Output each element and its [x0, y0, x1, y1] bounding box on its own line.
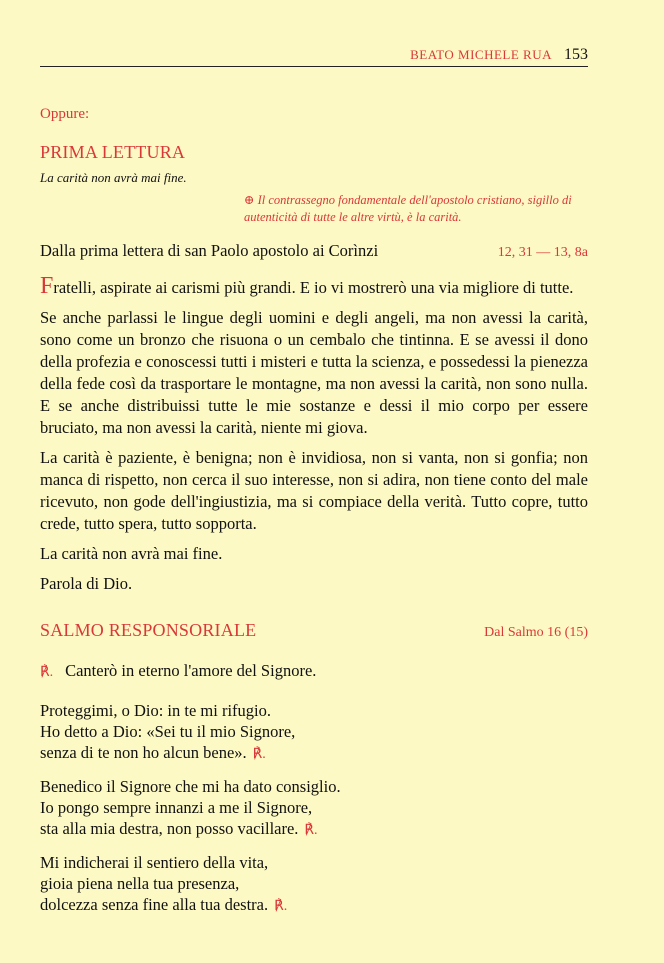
reading-paragraph: La carità non avrà mai fine.	[40, 544, 223, 563]
intro-note	[244, 192, 594, 226]
psalm-line: Benedico il Signore che mi ha dato consiglio.	[40, 777, 341, 796]
salmo-header	[40, 620, 588, 641]
psalm-line: Mi indicherai il sentiero della vita,	[40, 853, 269, 872]
salmo-title: SALMO RESPONSORIALE	[40, 620, 257, 640]
psalm-line: gioia piena nella tua presenza,	[40, 874, 240, 893]
psalm-line: dolcezza senza fine alla tua destra. ℟.	[40, 895, 288, 914]
running-header	[40, 46, 588, 67]
psalm-line: Ho detto a Dio: «Sei tu il mio Signore,	[40, 722, 296, 741]
psalm-refrain	[40, 660, 600, 683]
reading-source-line	[40, 241, 588, 261]
reading-text	[40, 273, 588, 603]
psalm-line: Proteggimi, o Dio: in te mi rifugio.	[40, 701, 271, 720]
response-symbol: ℟.	[252, 747, 266, 762]
reading-paragraph: La carità è paziente, è benigna; non è invidiosa, non si vanta, non si gonfia; non manca di rispetto, non cerca il suo interesse, non si adira, non tiene conto del male ricevuto, non gode dell'ingiustizia, ma si compiace della verità. Tutto copre, tutto crede, tutto spera, tutto sopporta.	[40, 448, 588, 533]
reading-paragraph: Parola di Dio.	[40, 574, 133, 593]
response-symbol: ℟.	[40, 665, 54, 680]
page-number: 153	[564, 46, 588, 63]
psalm-line: senza di te non ho alcun bene». ℟.	[40, 743, 266, 762]
prima-lettura-subtitle: La carità non avrà mai fine.	[40, 170, 187, 185]
running-title: BEATO MICHELE RUA	[410, 47, 552, 62]
prima-lettura-title: PRIMA LETTURA	[40, 142, 186, 162]
reading-reference: 12, 31 — 13, 8a	[497, 245, 588, 260]
response-symbol: ℟.	[304, 823, 318, 838]
reading-source: Dalla prima lettera di san Paolo apostolo ai Corìnzi	[40, 241, 379, 260]
psalm-line: sta alla mia destra, non posso vacillare. ℟.	[40, 819, 318, 838]
response-symbol: ℟.	[274, 899, 288, 914]
refrain-text: Canterò in eterno l'amore del Signore.	[65, 661, 317, 680]
reading-paragraph: Se anche parlassi le lingue degli uomini e degli angeli, ma non avessi la carità, sono come un bronzo che risuona o un cembalo che tintinna. E se avessi il dono della profezia e conoscessi tutti i misteri e tutta la scienza, e possedessi la pienezza della fede così da trasportare le montagne, ma non avessi la carità, non sono nulla. E se anche distribuissi tutte le mie sostanze e dessi il mio corpo per essere bruciato, ma non avessi la carità, niente mi giova.	[40, 308, 588, 437]
salmo-reference: Dal Salmo 16 (15)	[484, 625, 588, 640]
psalm-line: Io pongo sempre innanzi a me il Signore,	[40, 798, 313, 817]
reading-paragraph: Fratelli, aspirate ai carismi più grandi. E io vi mostrerò una via migliore di tutte.	[40, 273, 574, 299]
psalm-stanza	[40, 700, 600, 765]
psalm-text	[40, 660, 600, 928]
psalm-stanza	[40, 776, 600, 841]
psalm-stanza	[40, 852, 600, 917]
note-symbol: ⊕	[244, 193, 255, 207]
drop-cap: F	[40, 273, 54, 299]
oppure-label: Oppure:	[40, 106, 90, 122]
note-text: Il contrassegno fondamentale dell'apostolo cristiano, sigillo di autenticità di tutte le altre virtù, è la carità.	[244, 193, 572, 224]
